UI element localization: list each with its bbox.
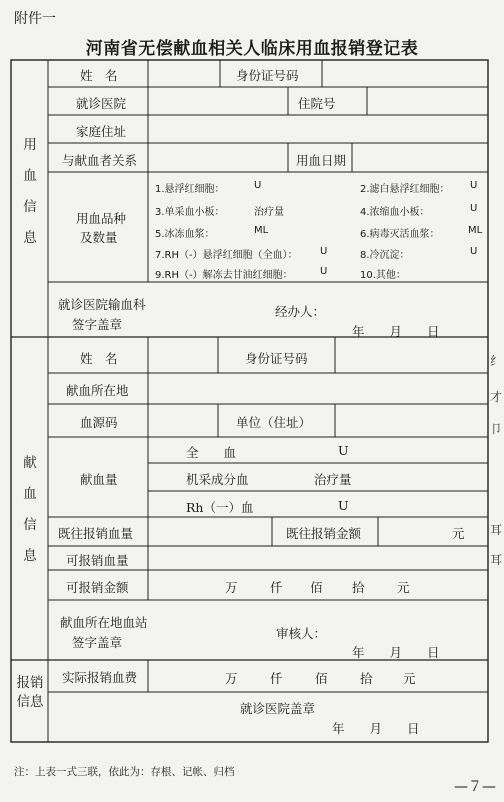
apheresis-label: 机采成分血 (186, 472, 249, 487)
donor-name-label: 姓 名 (80, 351, 118, 366)
rh-negative-label: Rh（一）血 (186, 500, 254, 515)
item-1: 1.悬浮红细胞： (155, 184, 225, 195)
fee-qian: 仟 (270, 671, 283, 686)
actual-fee-label: 实际报销血费 (62, 670, 138, 685)
prev-volume-label: 既往报销血量 (58, 526, 134, 541)
item-8: 8.冷沉淀： (360, 250, 410, 261)
fee-bai: 佰 (315, 671, 328, 686)
whole-blood-unit: U (338, 443, 349, 458)
fee-wan: 万 (225, 671, 238, 686)
item-10: 10.其他： (360, 270, 406, 281)
donor-date-sign: 年 月 日 (352, 645, 440, 660)
item-5: 5.冰冻血浆： (155, 229, 215, 240)
money-wan: 万 (225, 580, 238, 595)
attachment-label: 附件一 (14, 11, 56, 27)
item-4: 4.浓缩血小板： (360, 207, 430, 218)
prev-amount-unit: 元 (452, 526, 465, 541)
edge-mark: 耳 (489, 523, 502, 537)
use-relation-label: 与献血者关系 (62, 153, 138, 168)
item-6: 6.病毒灭活血浆： (360, 229, 440, 240)
item-9-unit: U (320, 266, 328, 277)
item-7-unit: U (320, 246, 328, 257)
use-date-sign: 年 月 日 (352, 324, 440, 339)
item-4-unit: U (470, 203, 478, 214)
item-2-unit: U (470, 180, 478, 191)
money-shi: 拾 (352, 580, 365, 595)
section-use-label: 用 血 信 息 (23, 137, 37, 246)
page-number: —７— (454, 779, 496, 795)
use-address-label: 家庭住址 (76, 124, 127, 139)
section-donor-label: 献 血 信 息 (23, 455, 37, 564)
use-admission-label: 住院号 (298, 96, 336, 111)
therapeutic-unit: 治疗量 (314, 472, 352, 487)
item-2: 2.滤白悬浮红细胞： (360, 184, 450, 195)
item-3-unit: 治疗量 (254, 207, 284, 218)
avail-amount-label: 可报销金额 (66, 580, 129, 595)
edge-mark: 卩 (489, 422, 502, 436)
use-name-label: 姓 名 (80, 68, 118, 83)
money-bai: 佰 (310, 580, 323, 595)
item-8-unit: U (470, 246, 478, 257)
avail-volume-label: 可报销血量 (66, 553, 129, 568)
money-qian: 仟 (270, 580, 283, 595)
rh-negative-unit: U (338, 498, 349, 513)
station-sign-label: 签字盖章 (72, 635, 123, 650)
section-reimb-label: 报销 信息 (16, 675, 44, 710)
item-3: 3.单采血小板： (155, 207, 225, 218)
blood-qty-label: 及数量 (80, 230, 118, 245)
use-handler-label: 经办人： (275, 304, 326, 319)
edge-mark: 耳 (489, 553, 502, 567)
reviewer-label: 审核人： (276, 626, 327, 641)
reimb-date-sign: 年 月 日 (332, 721, 420, 736)
donor-id-label: 身份证号码 (245, 351, 308, 366)
edge-mark: 才 (489, 390, 502, 404)
donor-location-label: 献血所在地 (66, 383, 129, 398)
item-5-unit: ML (254, 225, 269, 236)
donation-amount-label: 献血量 (80, 472, 118, 487)
use-id-label: 身份证号码 (236, 68, 299, 83)
item-1-unit: U (254, 180, 262, 191)
form-title: 河南省无偿献血相关人临床用血报销登记表 (85, 39, 419, 59)
transfusion-seal-label: 就诊医院输血科 (58, 297, 146, 312)
blood-type-label: 用血品种 (76, 211, 127, 226)
item-9: 9.RH（-）解冻去甘油红细胞： (155, 270, 293, 281)
transfusion-sign-label: 签字盖章 (72, 317, 123, 332)
use-date-label: 用血日期 (296, 153, 347, 168)
blood-station-label: 献血所在地血站 (60, 615, 148, 630)
prev-amount-label: 既往报销金额 (286, 526, 362, 541)
use-hospital-label: 就诊医院 (76, 96, 127, 111)
money-yuan: 元 (397, 580, 410, 595)
fee-yuan: 元 (403, 671, 416, 686)
item-7: 7.RH（-）悬浮红细胞（全血）： (155, 250, 298, 261)
footnote: 注：上表一式三联，依此为：存根、记帐、归档 (14, 766, 235, 778)
fee-shi: 拾 (360, 671, 373, 686)
donor-unit-label: 单位（住址） (236, 415, 312, 430)
item-6-unit: ML (468, 225, 483, 236)
whole-blood-label: 全 血 (186, 445, 237, 460)
edge-mark: 纟 (489, 354, 502, 368)
hospital-seal-label: 就诊医院盖章 (240, 701, 316, 716)
source-code-label: 血源码 (80, 415, 118, 430)
